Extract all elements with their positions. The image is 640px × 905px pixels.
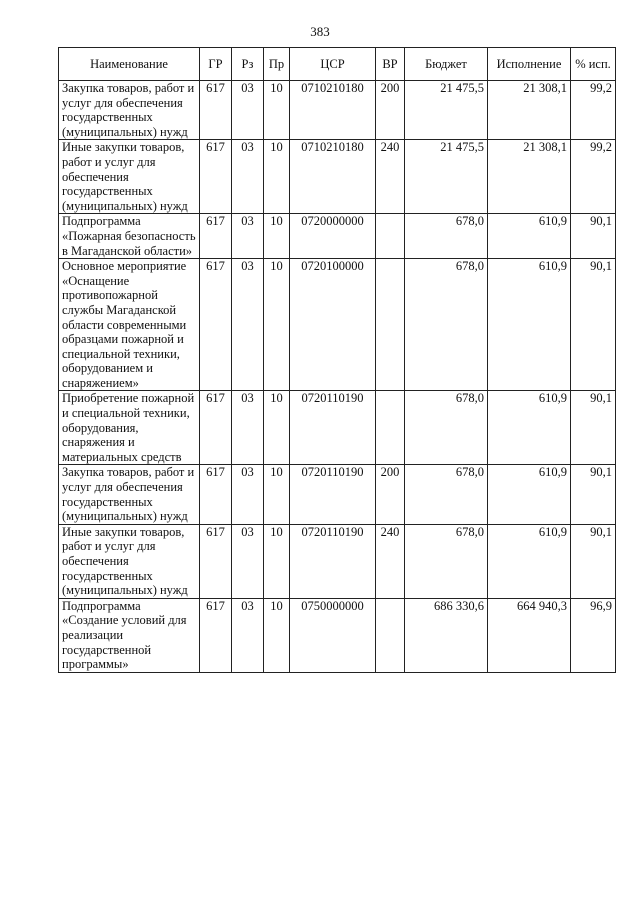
row-vr: 240 bbox=[376, 524, 405, 598]
row-vr bbox=[376, 259, 405, 391]
table-row bbox=[59, 391, 616, 465]
row-execution: 610,9 bbox=[488, 259, 571, 391]
header-gr: ГР bbox=[200, 48, 232, 81]
row-pr: 10 bbox=[264, 598, 290, 672]
row-rz: 03 bbox=[232, 81, 264, 140]
row-percent: 99,2 bbox=[571, 140, 616, 214]
row-budget: 678,0 bbox=[405, 214, 488, 259]
row-execution: 21 308,1 bbox=[488, 140, 571, 214]
row-csr: 0720100000 bbox=[290, 259, 376, 391]
row-gr: 617 bbox=[200, 81, 232, 140]
row-vr bbox=[376, 391, 405, 465]
header-csr: ЦСР bbox=[290, 48, 376, 81]
row-pr: 10 bbox=[264, 259, 290, 391]
table-row bbox=[59, 81, 616, 140]
table-row bbox=[59, 214, 616, 259]
row-name: Иные закупки товаров, работ и услуг для обеспечения государственных (муниципальных) нужд bbox=[59, 524, 200, 598]
row-pr: 10 bbox=[264, 391, 290, 465]
row-gr: 617 bbox=[200, 524, 232, 598]
row-gr: 617 bbox=[200, 391, 232, 465]
row-csr: 0750000000 bbox=[290, 598, 376, 672]
budget-table bbox=[58, 47, 616, 673]
row-rz: 03 bbox=[232, 214, 264, 259]
row-vr: 240 bbox=[376, 140, 405, 214]
row-rz: 03 bbox=[232, 598, 264, 672]
row-name: Закупка товаров, работ и услуг для обеспечения государственных (муниципальных) нужд bbox=[59, 465, 200, 524]
row-execution: 610,9 bbox=[488, 524, 571, 598]
row-csr: 0710210180 bbox=[290, 81, 376, 140]
row-percent: 90,1 bbox=[571, 465, 616, 524]
row-percent: 90,1 bbox=[571, 391, 616, 465]
row-vr bbox=[376, 214, 405, 259]
row-percent: 90,1 bbox=[571, 524, 616, 598]
table-header-row bbox=[59, 48, 616, 81]
row-percent: 90,1 bbox=[571, 214, 616, 259]
row-gr: 617 bbox=[200, 465, 232, 524]
row-execution: 610,9 bbox=[488, 214, 571, 259]
row-name: Приобретение пожарной и специальной техники, оборудования, снаряжения и материальных средств bbox=[59, 391, 200, 465]
row-pr: 10 bbox=[264, 524, 290, 598]
row-budget: 678,0 bbox=[405, 259, 488, 391]
row-csr: 0720110190 bbox=[290, 465, 376, 524]
table-row bbox=[59, 465, 616, 524]
row-budget: 678,0 bbox=[405, 465, 488, 524]
row-csr: 0720000000 bbox=[290, 214, 376, 259]
row-pr: 10 bbox=[264, 81, 290, 140]
row-gr: 617 bbox=[200, 598, 232, 672]
row-name: Иные закупки товаров, работ и услуг для обеспечения государственных (муниципальных) нужд bbox=[59, 140, 200, 214]
row-pr: 10 bbox=[264, 140, 290, 214]
row-gr: 617 bbox=[200, 259, 232, 391]
row-csr: 0710210180 bbox=[290, 140, 376, 214]
row-rz: 03 bbox=[232, 524, 264, 598]
row-gr: 617 bbox=[200, 214, 232, 259]
row-budget: 21 475,5 bbox=[405, 140, 488, 214]
header-pr: Пр bbox=[264, 48, 290, 81]
row-pr: 10 bbox=[264, 465, 290, 524]
page-number: 383 bbox=[310, 24, 330, 39]
row-execution: 610,9 bbox=[488, 391, 571, 465]
row-budget: 686 330,6 bbox=[405, 598, 488, 672]
table-row bbox=[59, 140, 616, 214]
table-row bbox=[59, 524, 616, 598]
row-vr bbox=[376, 598, 405, 672]
row-rz: 03 bbox=[232, 140, 264, 214]
row-name: Подпрограмма «Создание условий для реализации государственной программы» bbox=[59, 598, 200, 672]
row-budget: 678,0 bbox=[405, 524, 488, 598]
row-vr: 200 bbox=[376, 465, 405, 524]
header-budget: Бюджет bbox=[405, 48, 488, 81]
row-execution: 21 308,1 bbox=[488, 81, 571, 140]
row-budget: 21 475,5 bbox=[405, 81, 488, 140]
header-percent: % исп. bbox=[571, 48, 616, 81]
header-vr: ВР bbox=[376, 48, 405, 81]
row-name: Подпрограмма «Пожарная безопасность в Магаданской области» bbox=[59, 214, 200, 259]
row-pr: 10 bbox=[264, 214, 290, 259]
header-name: Наименование bbox=[59, 48, 200, 81]
row-vr: 200 bbox=[376, 81, 405, 140]
row-percent: 96,9 bbox=[571, 598, 616, 672]
row-gr: 617 bbox=[200, 140, 232, 214]
row-name: Закупка товаров, работ и услуг для обеспечения государственных (муниципальных) нужд bbox=[59, 81, 200, 140]
table-row bbox=[59, 259, 616, 391]
row-budget: 678,0 bbox=[405, 391, 488, 465]
row-rz: 03 bbox=[232, 391, 264, 465]
row-rz: 03 bbox=[232, 465, 264, 524]
row-name: Основное мероприятие «Оснащение противопожарной службы Магаданской области современными образцами пожарной и специальной техники, оборудованием и снаряжением» bbox=[59, 259, 200, 391]
table-row bbox=[59, 598, 616, 672]
header-rz: Рз bbox=[232, 48, 264, 81]
row-execution: 664 940,3 bbox=[488, 598, 571, 672]
row-csr: 0720110190 bbox=[290, 391, 376, 465]
row-percent: 99,2 bbox=[571, 81, 616, 140]
row-csr: 0720110190 bbox=[290, 524, 376, 598]
header-execution: Исполнение bbox=[488, 48, 571, 81]
row-rz: 03 bbox=[232, 259, 264, 391]
row-execution: 610,9 bbox=[488, 465, 571, 524]
row-percent: 90,1 bbox=[571, 259, 616, 391]
